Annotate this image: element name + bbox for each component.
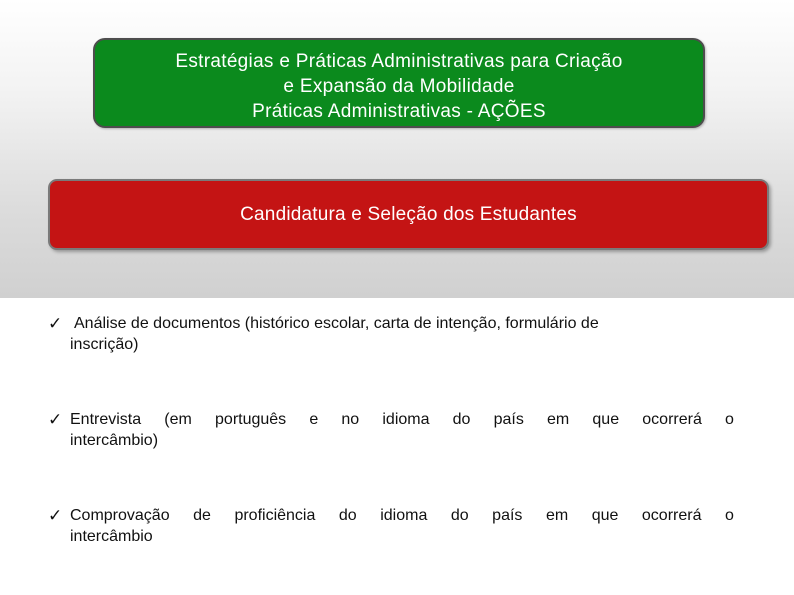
word: do: [452, 411, 471, 428]
title-line-2: e Expansão da Mobilidade: [283, 76, 515, 97]
word: que: [592, 411, 620, 428]
list-item-line1: [70, 505, 734, 526]
list-item-line2: intercâmbio: [70, 528, 153, 545]
list-item: [48, 313, 734, 355]
check-icon: ✓: [48, 506, 63, 525]
check-icon: ✓: [48, 410, 63, 429]
word: ocorrerá: [641, 507, 702, 524]
word: (em: [164, 411, 192, 428]
word: proficiência: [234, 507, 316, 524]
word: de: [193, 507, 211, 524]
word: em: [545, 507, 569, 524]
list-item: [48, 505, 734, 547]
list-item: [48, 409, 734, 451]
title-box: [93, 38, 705, 128]
word: idioma: [380, 507, 428, 524]
list-item-line2: inscrição): [70, 336, 139, 353]
word: português: [215, 411, 287, 428]
list-item-line1: [70, 409, 734, 430]
word: em: [547, 411, 570, 428]
word: do: [338, 507, 357, 524]
word: o: [725, 411, 734, 428]
word: Entrevista: [70, 411, 142, 428]
list-item-line2: intercâmbio): [70, 432, 159, 449]
word: o: [725, 507, 734, 524]
section-heading: [48, 179, 769, 250]
subtitle: Práticas Administrativas - AÇÕES: [252, 101, 546, 122]
word: país: [492, 507, 523, 524]
section-heading-label: Candidatura e Seleção dos Estudantes: [240, 204, 577, 225]
check-icon: ✓: [48, 314, 63, 333]
word: do: [450, 507, 469, 524]
word: Comprovação: [70, 507, 170, 524]
word: que: [591, 507, 619, 524]
list-item-line1: [74, 313, 734, 334]
word: ocorrerá: [642, 411, 702, 428]
word: idioma: [382, 411, 430, 428]
list-item-text: Análise de documentos (histórico escolar, carta de intenção, formulário de: [74, 315, 599, 332]
title-line-1: Estratégias e Práticas Administrativas para Criação: [175, 51, 623, 72]
word: e: [309, 411, 319, 428]
word: no: [341, 411, 360, 428]
word: país: [493, 411, 524, 428]
